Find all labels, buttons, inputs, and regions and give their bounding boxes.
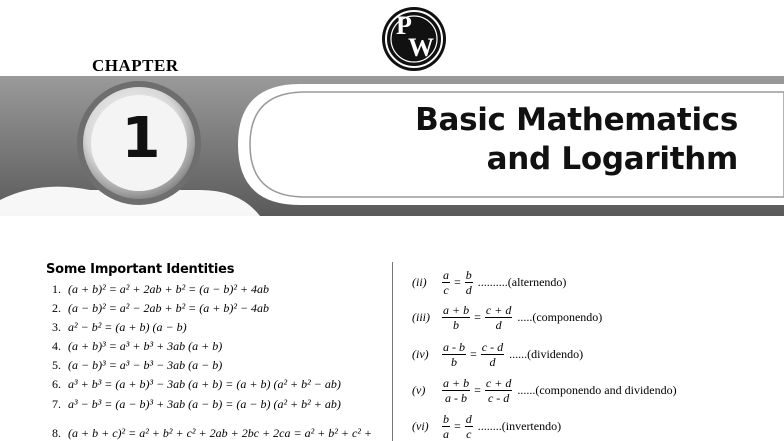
property-label: ........(invertendo) — [477, 419, 562, 433]
identity-number: 2. — [52, 301, 61, 315]
roman-numeral: (iii) — [412, 310, 430, 324]
proportion-item: (iii) $\frac{a + b}{b}$ = $\frac{c + d}{d}$ .....(componendo) — [412, 303, 603, 332]
roman-numeral: (v) — [412, 383, 426, 397]
fraction-left: $\frac{a - b}{b}$ — [443, 340, 465, 369]
identity-item — [52, 320, 187, 335]
identity-number: 6. — [52, 377, 61, 391]
identity-formula: (a + b + c)² = a² + b² + c² + 2ab + 2bc + 2ca = a² + b² + c² + — [68, 426, 372, 440]
identity-formula: a² − b² = (a + b) (a − b) — [68, 320, 187, 334]
identity-formula: (a − b)² = a² − 2ab + b² = (a + b)² − 4ab — [68, 301, 270, 315]
identity-item — [52, 377, 341, 392]
fraction-right: $\frac{b}{d}$ — [465, 268, 472, 297]
identity-formula: (a − b)³ = a³ − b³ − 3ab (a − b) — [68, 358, 223, 372]
identity-item — [52, 358, 222, 373]
identity-item — [52, 397, 341, 412]
chapter-title-line2: and Logarithm — [486, 141, 738, 177]
fraction-left: $\frac{a + b}{b}$ — [443, 303, 470, 332]
roman-numeral: (iv) — [412, 347, 429, 361]
proportion-item: (vi) $\frac{b}{a}$ = $\frac{d}{c}$ ........(invertendo) — [412, 412, 562, 441]
section-heading: Some Important Identities — [46, 262, 235, 277]
logo-letter-w: W — [408, 33, 434, 62]
fraction-right: $\frac{d}{c}$ — [465, 412, 472, 441]
roman-numeral: (ii) — [412, 275, 427, 289]
identity-formula: a³ − b³ = (a − b)³ + 3ab (a − b) = (a − b) (a² + b² + ab) — [68, 397, 341, 411]
identity-formula: a³ + b³ = (a + b)³ − 3ab (a + b) = (a + b) (a² + b² − ab) — [68, 377, 341, 391]
property-label: .....(componendo) — [517, 310, 603, 324]
identity-number: 8. — [52, 426, 61, 440]
fraction-left: $\frac{b}{a}$ — [443, 412, 449, 441]
chapter-label: CHAPTER — [92, 56, 179, 75]
chapter-number: 1 — [121, 106, 161, 171]
property-label: ......(componendo and dividendo) — [517, 383, 677, 397]
chapter-title — [415, 101, 738, 179]
proportion-item: (v) $\frac{a + b}{a - b}$ = $\frac{c + d}{c - d}$ ......(componendo and dividendo) — [412, 376, 677, 405]
logo-letter-p: P — [396, 11, 412, 40]
property-label: ..........(alternendo) — [477, 275, 567, 289]
identity-number: 3. — [52, 320, 61, 334]
identity-formula: (a + b)² = a² + 2ab + b² = (a − b)² + 4ab — [68, 282, 270, 296]
property-label: ......(dividendo) — [509, 347, 584, 361]
identity-number: 1. — [52, 282, 61, 296]
identity-item — [52, 426, 372, 441]
identity-item — [52, 282, 269, 297]
fraction-left: $\frac{a + b}{a - b}$ — [443, 376, 470, 405]
chapter-title-line1: Basic Mathematics — [415, 102, 738, 138]
identity-number: 5. — [52, 358, 61, 372]
identity-item — [52, 301, 269, 316]
fraction-right: $\frac{c - d}{d}$ — [481, 340, 504, 369]
proportion-item: (iv) $\frac{a - b}{b}$ = $\frac{c - d}{d}$ ......(dividendo) — [412, 340, 584, 369]
identity-number: 7. — [52, 397, 61, 411]
identity-formula: (a + b)³ = a³ + b³ + 3ab (a + b) — [68, 339, 223, 353]
roman-numeral: (vi) — [412, 419, 429, 433]
fraction-right: $\frac{c + d}{d}$ — [485, 303, 512, 332]
column-divider — [392, 262, 393, 441]
identity-item — [52, 339, 222, 354]
proportion-item: (ii) $\frac{a}{c}$ = $\frac{b}{d}$ ..........(alternendo) — [412, 268, 567, 297]
identity-number: 4. — [52, 339, 61, 353]
fraction-left: $\frac{a}{c}$ — [443, 268, 449, 297]
fraction-right: $\frac{c + d}{c - d}$ — [485, 376, 512, 405]
